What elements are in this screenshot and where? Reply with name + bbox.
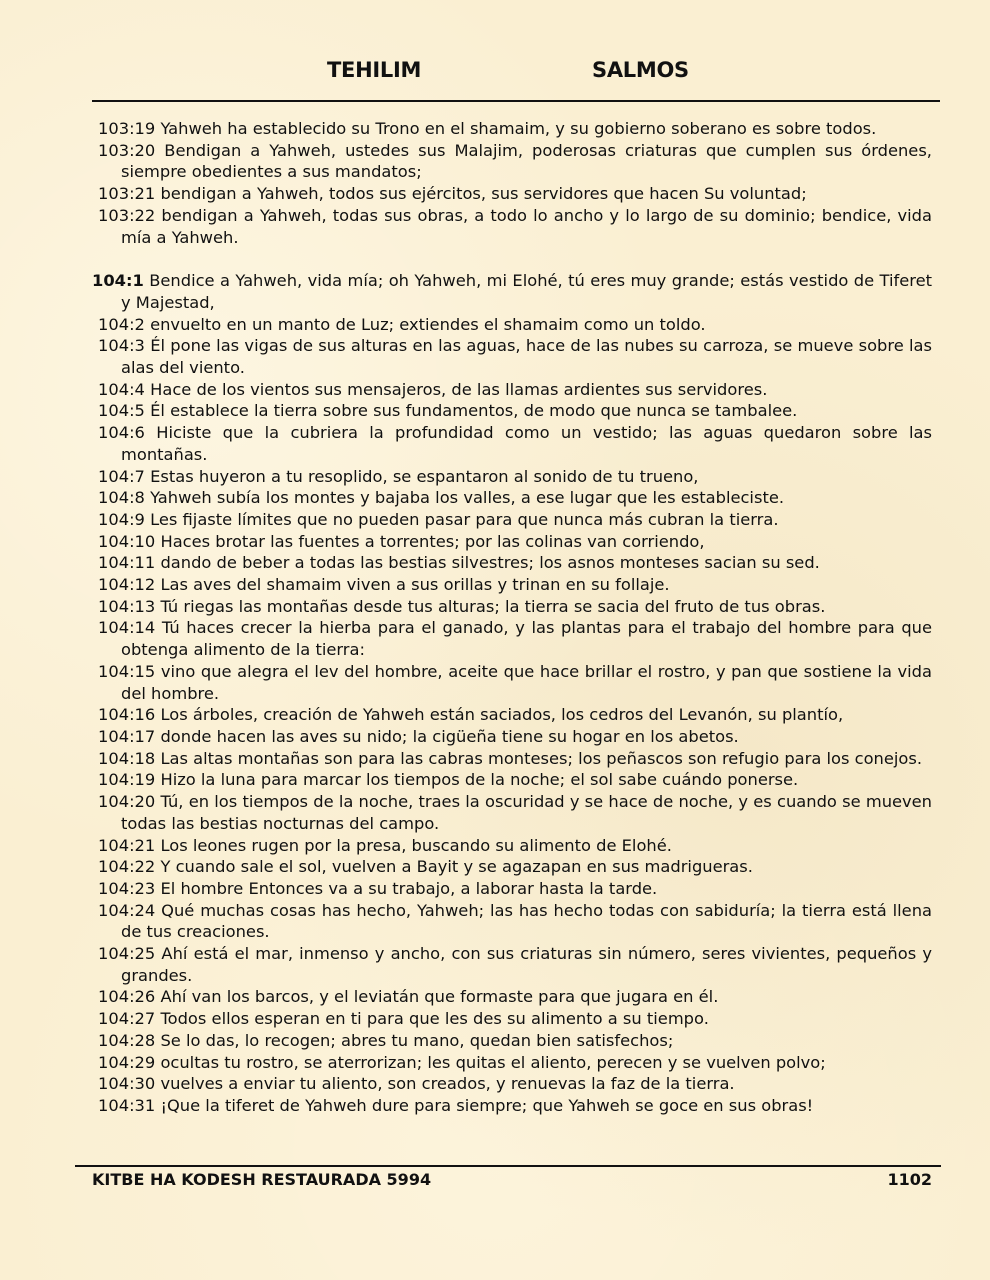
verse: 104:4 Hace de los vientos sus mensajeros, de las llamas ardientes sus servidores. bbox=[98, 379, 768, 399]
verse: 104:28 Se lo das, lo recogen; abres tu mano, quedan bien satisfechos; bbox=[98, 1030, 674, 1050]
verse: 104:6 Hiciste que la cubriera la profundidad como un vestido; las aguas quedaron sobre las montañas. bbox=[98, 423, 932, 464]
verse: 104:8 Yahweh subía los montes y bajaba los valles, a ese lugar que les estableciste. bbox=[98, 488, 785, 508]
scripture-body bbox=[92, 118, 932, 1117]
verse: 104:11 dando de beber a todas las bestias silvestres; los asnos monteses sacian su sed. bbox=[98, 553, 820, 573]
page-footer bbox=[92, 1170, 932, 1194]
verse: 104:10 Haces brotar las fuentes a torrentes; por las colinas van corriendo, bbox=[98, 531, 705, 551]
verse: 104:22 Y cuando sale el sol, vuelven a Bayit y se agazapan en sus madrigueras. bbox=[98, 857, 753, 877]
psalm-104-verses bbox=[98, 314, 932, 1117]
verse: 104:15 vino que alegra el lev del hombre, aceite que hace brillar el rostro, y pan que sostiene la vida del hombre. bbox=[98, 661, 932, 703]
header-spanish-title: SALMOS bbox=[592, 58, 689, 82]
verse: 104:27 Todos ellos esperan en ti para que les des su alimento a su tiempo. bbox=[98, 1009, 709, 1029]
verse: 104:18 Las altas montañas son para las cabras monteses; los peñascos son refugio para los conejos. bbox=[98, 748, 923, 768]
verse-text: Bendice a Yahweh, vida mía; oh Yahweh, mi Elohé, tú eres muy grande; estás vestido de Tiferet y Majestad, bbox=[121, 271, 932, 312]
verse: 103:21 bendigan a Yahweh, todos sus ejércitos, sus servidores que hacen Su voluntad; bbox=[98, 184, 807, 204]
page-number: 1102 bbox=[887, 1170, 932, 1189]
chapter-gap bbox=[98, 248, 932, 270]
verse: 104:13 Tú riegas las montañas desde tus alturas; la tierra se sacia del fruto de tus obras. bbox=[98, 596, 826, 616]
verse: 104:21 Los leones rugen por la presa, buscando su alimento de Elohé. bbox=[98, 835, 672, 855]
verse: 104:17 donde hacen las aves su nido; la cigüeña tiene su hogar en los abetos. bbox=[98, 726, 739, 746]
verse: 103:19 Yahweh ha establecido su Trono en el shamaim, y su gobierno soberano es sobre todos. bbox=[98, 119, 877, 138]
verse: 103:20 Bendigan a Yahweh, ustedes sus Malajim, poderosas criaturas que cumplen sus órdenes, siempre obedientes a sus mandatos; bbox=[98, 140, 932, 182]
verse: 104:12 Las aves del shamaim viven a sus orillas y trinan en su follaje. bbox=[98, 575, 670, 595]
verse-104-1 bbox=[92, 270, 932, 313]
verse: 104:2 envuelto en un manto de Luz; extiendes el shamaim como un toldo. bbox=[98, 314, 706, 334]
verse: 103:22 bendigan a Yahweh, todas sus obras, a todo lo ancho y lo largo de su dominio; bendice, vida mía a Yahweh. bbox=[98, 205, 932, 247]
verse: 104:7 Estas huyeron a tu resoplido, se espantaron al sonido de tu trueno, bbox=[98, 466, 699, 486]
verse: 104:30 vuelves a enviar tu aliento, son creados, y renuevas la faz de la tierra. bbox=[98, 1074, 735, 1094]
verse: 104:14 Tú haces crecer la hierba para el ganado, y las plantas para el trabajo del hombre para que obtenga alimento de la tierra: bbox=[98, 618, 932, 660]
verse: 104:9 Les fijaste límites que no pueden pasar para que nunca más cubran la tierra. bbox=[98, 509, 779, 529]
footer-rule bbox=[75, 1165, 941, 1167]
verse: 104:29 ocultas tu rostro, se aterrorizan; les quitas el aliento, perecen y se vuelven polvo; bbox=[98, 1052, 826, 1072]
footer-book-title: KITBE HA KODESH RESTAURADA 5994 bbox=[92, 1170, 432, 1189]
header-rule bbox=[92, 100, 940, 102]
psalm-103-verses bbox=[98, 118, 932, 248]
verse: 104:19 Hizo la luna para marcar los tiempos de la noche; el sol sabe cuándo ponerse. bbox=[98, 770, 799, 790]
verse: 104:20 Tú, en los tiempos de la noche, traes la oscuridad y se hace de noche, y es cuando se mueven todas las bestias nocturnas del campo. bbox=[98, 792, 932, 833]
verse: 104:23 El hombre Entonces va a su trabajo, a laborar hasta la tarde. bbox=[98, 878, 658, 898]
verse: 104:31 ¡Que la tiferet de Yahweh dure para siempre; que Yahweh se goce en sus obras! bbox=[98, 1095, 814, 1115]
verse: 104:16 Los árboles, creación de Yahweh están saciados, los cedros del Levanón, su plantío, bbox=[98, 705, 844, 725]
verse: 104:25 Ahí está el mar, inmenso y ancho, con sus criaturas sin número, seres vivientes, pequeños y grandes. bbox=[98, 944, 932, 985]
verse: 104:3 Él pone las vigas de sus alturas en las aguas, hace de las nubes su carroza, se mueve sobre las alas del viento. bbox=[98, 336, 932, 378]
header-hebrew-title: TEHILIM bbox=[327, 58, 422, 82]
verse: 104:5 Él establece la tierra sobre sus fundamentos, de modo que nunca se tambalee. bbox=[98, 401, 798, 421]
page-header bbox=[0, 58, 990, 90]
chapter-start-number: 104:1 bbox=[92, 271, 144, 291]
verse: 104:26 Ahí van los barcos, y el leviatán que formaste para que jugara en él. bbox=[98, 987, 719, 1007]
verse: 104:24 Qué muchas cosas has hecho, Yahweh; las has hecho todas con sabiduría; la tierra está llena de tus creaciones. bbox=[98, 900, 932, 942]
